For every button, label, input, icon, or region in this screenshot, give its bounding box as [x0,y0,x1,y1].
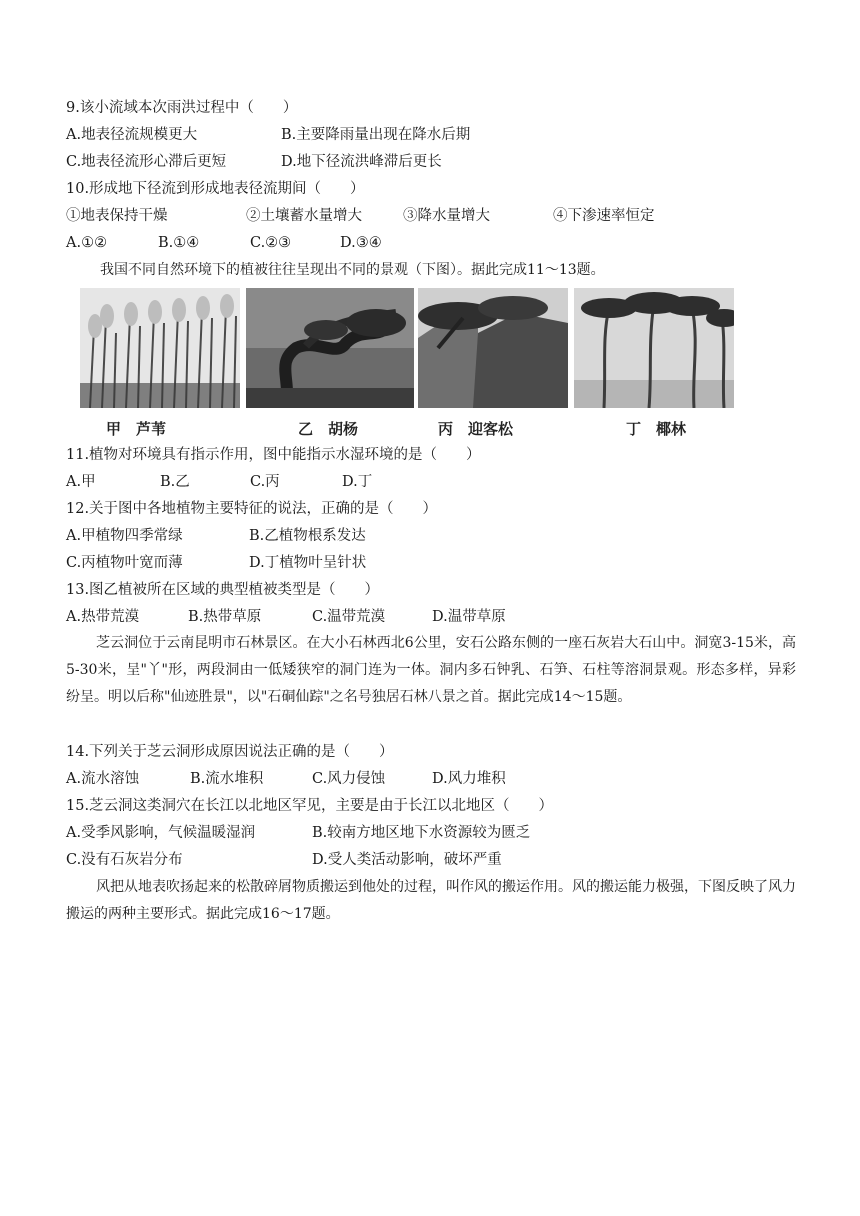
q9-option-a: A.地表径流规模更大 [66,127,198,143]
q15-options-row1 [66,823,530,843]
photo-pine [418,288,568,408]
q9-option-c: C.地表径流形心滞后更短 [66,154,227,170]
q10-option-d: D.③④ [340,235,382,251]
intro-14-15-text: 芝云洞位于云南昆明市石林景区。在大小石林西北6公里，安石公路东侧的一座石灰岩大石山中。洞宽3-15米，高5-30米，呈"丫"形，两段洞由一低矮狭窄的洞门连为一体。洞内多石钟乳、石笋、石柱等溶洞景观。形态多样，异彩纷呈。明以后称"仙迹胜景"，以"石硐仙踪"之名号独居石林八景之首。据此完成14～15题。 [66,635,796,705]
q15-option-a: A.受季风影响，气候温暖湿润 [66,825,256,841]
q10-stem: 10.形成地下径流到形成地表径流期间（ ） [66,181,365,197]
q10-item-3: ③降水量增大 [403,208,490,224]
q10-item-2: ②土壤蓄水量增大 [246,208,362,224]
q12-stem: 12.关于图中各地植物主要特征的说法，正确的是（ ） [66,501,438,517]
q13-option-d: D.温带草原 [432,609,506,625]
q13-option-b: B.热带草原 [188,609,262,625]
intro-16-17-text: 风把从地表吹扬起来的松散碎屑物质搬运到他处的过程，叫作风的搬运作用。风的搬运能力极强，下图反映了风力搬运的两种主要形式。据此完成16～17题。 [66,879,796,922]
q14-option-c: C.风力侵蚀 [312,771,386,787]
photo-reed [80,288,240,408]
q15-options-row2 [66,850,502,870]
q10-option-c: C.②③ [250,235,292,251]
vegetation-photo-strip [66,282,746,442]
q13-option-a: A.热带荒漠 [66,609,140,625]
q14-option-a: A.流水溶蚀 [66,771,140,787]
q10-item-1: ①地表保持干燥 [66,208,168,224]
q13-options-row [66,607,506,627]
q15-option-c: C.没有石灰岩分布 [66,852,183,868]
photo-coconut [574,288,734,408]
q10-option-a: A.①② [66,235,108,251]
q9-option-d: D.地下径流洪峰滞后更长 [281,154,442,170]
q12-option-d: D.丁植物叶呈针状 [249,555,367,571]
intro-14-15 [66,630,796,711]
q11-option-d: D.丁 [342,474,373,490]
q12-option-b: B.乙植物根系发达 [249,528,366,544]
intro-11-13: 我国不同自然环境下的植被往往呈现出不同的景观（下图）。据此完成11～13题。 [100,262,605,278]
photo-caption-reed: 甲 芦苇 [106,420,167,438]
q10-options-row [66,233,382,253]
q12-option-c: C.丙植物叶宽而薄 [66,555,183,571]
q11-stem: 11.植物对环境具有指示作用，图中能指示水湿环境的是（ ） [66,447,481,463]
photo-populus [246,288,414,408]
q9-stem: 9.该小流域本次雨洪过程中（ ） [66,100,298,116]
q15-stem: 15.芝云洞这类洞穴在长江以北地区罕见，主要是由于长江以北地区（ ） [66,798,554,814]
q15-option-d: D.受人类活动影响，破坏严重 [312,852,502,868]
q11-option-c: C.丙 [250,474,280,490]
q14-stem: 14.下列关于芝云洞形成原因说法正确的是（ ） [66,744,394,760]
intro-16-17 [66,874,796,928]
q14-options-row [66,769,506,789]
q11-option-a: A.甲 [66,474,96,490]
q10-option-b: B.①④ [158,235,200,251]
q10-items-row [66,206,655,226]
q12-options-row2 [66,553,366,573]
q9-options-row1 [66,125,470,145]
q9-option-b: B.主要降雨量出现在降水后期 [281,127,471,143]
q14-option-b: B.流水堆积 [190,771,264,787]
q10-item-4: ④下渗速率恒定 [553,208,655,224]
q9-options-row2 [66,152,442,172]
q11-option-b: B.乙 [160,474,190,490]
q15-option-b: B.较南方地区地下水资源较为匮乏 [312,825,531,841]
photo-caption-pine: 丙 迎客松 [438,420,514,438]
q14-option-d: D.风力堆积 [432,771,506,787]
photo-caption-coconut: 丁 椰林 [626,420,687,438]
photo-caption-populus: 乙 胡杨 [298,420,359,438]
q11-options-row [66,472,372,492]
q13-stem: 13.图乙植被所在区域的典型植被类型是（ ） [66,582,380,598]
q12-option-a: A.甲植物四季常绿 [66,528,183,544]
q12-options-row1 [66,526,366,546]
q13-option-c: C.温带荒漠 [312,609,386,625]
